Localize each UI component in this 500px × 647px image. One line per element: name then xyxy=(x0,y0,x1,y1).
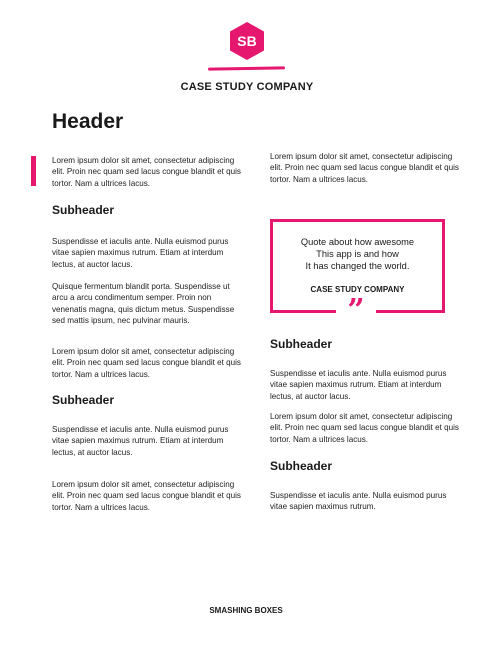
left-intro-paragraph: Lorem ipsum dolor sit amet, consectetur adipiscing elit. Proin nec quam sed lacus congue blandit et quis tortor. Nam a ultrices lacus. xyxy=(52,156,241,188)
logo-text: SB xyxy=(237,33,257,49)
logo-underline xyxy=(208,66,285,70)
quote-text xyxy=(273,236,442,273)
right-paragraph-2: Lorem ipsum dolor sit amet, consectetur adipiscing elit. Proin nec quam sed lacus congue blandit et quis tortor. Nam a ultrices lacus. xyxy=(270,412,459,444)
accent-bar xyxy=(31,156,36,186)
right-intro-paragraph: Lorem ipsum dolor sit amet, consectetur adipiscing elit. Proin nec quam sed lacus congue blandit et quis tortor. Nam a ultrices lacus. xyxy=(270,152,459,184)
right-paragraph-3: Suspendisse et iaculis ante. Nulla euismod purus vitae sapien maximus rutrum. xyxy=(270,491,447,512)
left-subheader-2: Subheader xyxy=(52,393,115,407)
footer-brand: SMASHING BOXES xyxy=(209,606,283,615)
left-paragraph-3: Lorem ipsum dolor sit amet, consectetur adipiscing elit. Proin nec quam sed lacus congue blandit et quis tortor. Nam a ultrices lacus. xyxy=(52,347,241,379)
quote-mark-icon: ” xyxy=(347,293,365,328)
left-paragraph-5: Lorem ipsum dolor sit amet, consectetur adipiscing elit. Proin nec quam sed lacus congue blandit et quis tortor. Nam a ultrices lacus. xyxy=(52,480,241,512)
quote-line-2: This app is and how xyxy=(316,249,399,260)
right-paragraph-1: Suspendisse et iaculis ante. Nulla euismod purus vitae sapien maximus rutrum. Etiam at interdum lectus, at auctor lacus. xyxy=(270,369,447,401)
company-name: CASE STUDY COMPANY xyxy=(180,81,314,93)
quote-line-3: It has changed the world. xyxy=(305,261,410,272)
quote-company: CASE STUDY COMPANY xyxy=(310,285,405,294)
logo-hexagon-icon xyxy=(228,21,266,61)
left-paragraph-1: Suspendisse et iaculis ante. Nulla euismod purus vitae sapien maximus rutrum. Etiam at interdum lectus, at auctor lacus. xyxy=(52,237,229,269)
right-subheader-1: Subheader xyxy=(270,337,333,351)
quote-line-1: Quote about how awesome xyxy=(300,237,415,247)
page-header: Header xyxy=(52,110,124,133)
left-subheader-1: Subheader xyxy=(52,203,115,217)
right-subheader-2: Subheader xyxy=(270,459,333,473)
left-paragraph-2: Quisque fermentum blandit porta. Suspendisse ut arcu a arcu condimentum semper. Proin non venenatis magna, quis dictum metus. Suspendisse sed mattis ipsum, nec pulvinar mauris. xyxy=(52,282,235,325)
left-paragraph-4: Suspendisse et iaculis ante. Nulla euismod purus vitae sapien maximus rutrum. Etiam at interdum lectus, at auctor lacus. xyxy=(52,425,229,457)
